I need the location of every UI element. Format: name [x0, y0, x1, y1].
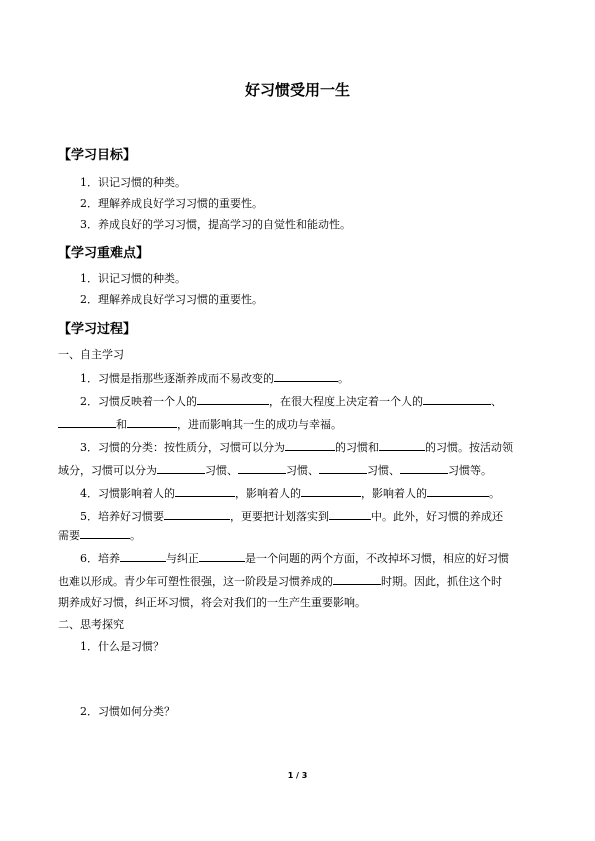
question-5-line-1: 5．培养好习惯要 ，更要把计划落实到 中。此外，好习惯的养成还	[80, 510, 503, 523]
question-6-line-2: 也难以形成。青少年可塑性很强，这一阶段是习惯养成的 时期。因此，抓住这个时	[58, 575, 502, 588]
page-number: 1 / 3	[287, 771, 308, 780]
part2-heading: 二、思考探究	[58, 618, 124, 631]
think-question-2: 2．习惯如何分类？	[80, 705, 175, 718]
fill-blank[interactable]	[329, 508, 371, 520]
fill-blank[interactable]	[423, 393, 491, 405]
fill-blank[interactable]	[197, 393, 269, 405]
fill-blank[interactable]	[58, 416, 116, 428]
question-2-line-1: 2．习惯反映着一个人的 ，在很大程度上决定着一个人的 、	[80, 395, 502, 408]
fill-blank[interactable]	[157, 462, 205, 474]
question-5-line-2: 需要 。	[58, 529, 141, 542]
goals-heading: 【学习目标】	[58, 148, 137, 163]
goal-item-3: 3．养成良好的学习习惯，提高学习的自觉性和能动性。	[80, 218, 351, 231]
fill-blank[interactable]	[400, 462, 448, 474]
question-6-line-1: 6．培养 与纠正 是一个问题的两个方面，不改掉坏习惯，相应的好习惯	[80, 552, 509, 565]
part1-heading: 一、自主学习	[58, 348, 124, 361]
fill-blank[interactable]	[175, 485, 235, 497]
fill-blank[interactable]	[199, 550, 245, 562]
goal-item-2: 2．理解养成良好学习习惯的重要性。	[80, 197, 263, 210]
fill-blank[interactable]	[285, 439, 335, 451]
question-4: 4．习惯影响着人的 ，影响着人的 ，影响着人的 。	[80, 487, 500, 500]
fill-blank[interactable]	[127, 416, 177, 428]
fill-blank[interactable]	[379, 439, 425, 451]
fill-blank[interactable]	[319, 462, 367, 474]
page-title: 好习惯受用一生	[244, 81, 350, 99]
keypoint-item-1: 1．识记习惯的种类。	[80, 272, 186, 285]
fill-blank[interactable]	[427, 485, 489, 497]
fill-blank[interactable]	[301, 485, 361, 497]
question-2-line-2: 和 ，进而影响其一生的成功与幸福。	[58, 416, 342, 432]
fill-blank[interactable]	[164, 508, 230, 520]
question-3-line-1: 3．习惯的分类：按性质分，习惯可以分为 的习惯和 的习惯。按活动领	[80, 441, 513, 454]
question-3-line-2: 域分，习惯可以分为 习惯、 习惯、 习惯、 习惯等。	[58, 464, 492, 477]
question-6-line-3: 期养成好习惯，纠正坏习惯，将会对我们的一生产生重要影响。	[58, 596, 366, 609]
goal-item-1: 1．识记习惯的种类。	[80, 176, 186, 189]
question-1: 1．习惯是指那些逐渐养成而不易改变的 。	[80, 372, 349, 385]
process-heading: 【学习过程】	[58, 322, 137, 337]
fill-blank[interactable]	[333, 573, 381, 585]
fill-blank[interactable]	[274, 370, 338, 382]
keypoint-item-2: 2．理解养成良好学习习惯的重要性。	[80, 293, 263, 306]
fill-blank[interactable]	[238, 462, 286, 474]
keypoints-heading: 【学习重难点】	[58, 246, 150, 261]
fill-blank[interactable]	[120, 550, 166, 562]
think-question-1: 1．什么是习惯？	[80, 640, 164, 653]
fill-blank[interactable]	[80, 527, 130, 539]
